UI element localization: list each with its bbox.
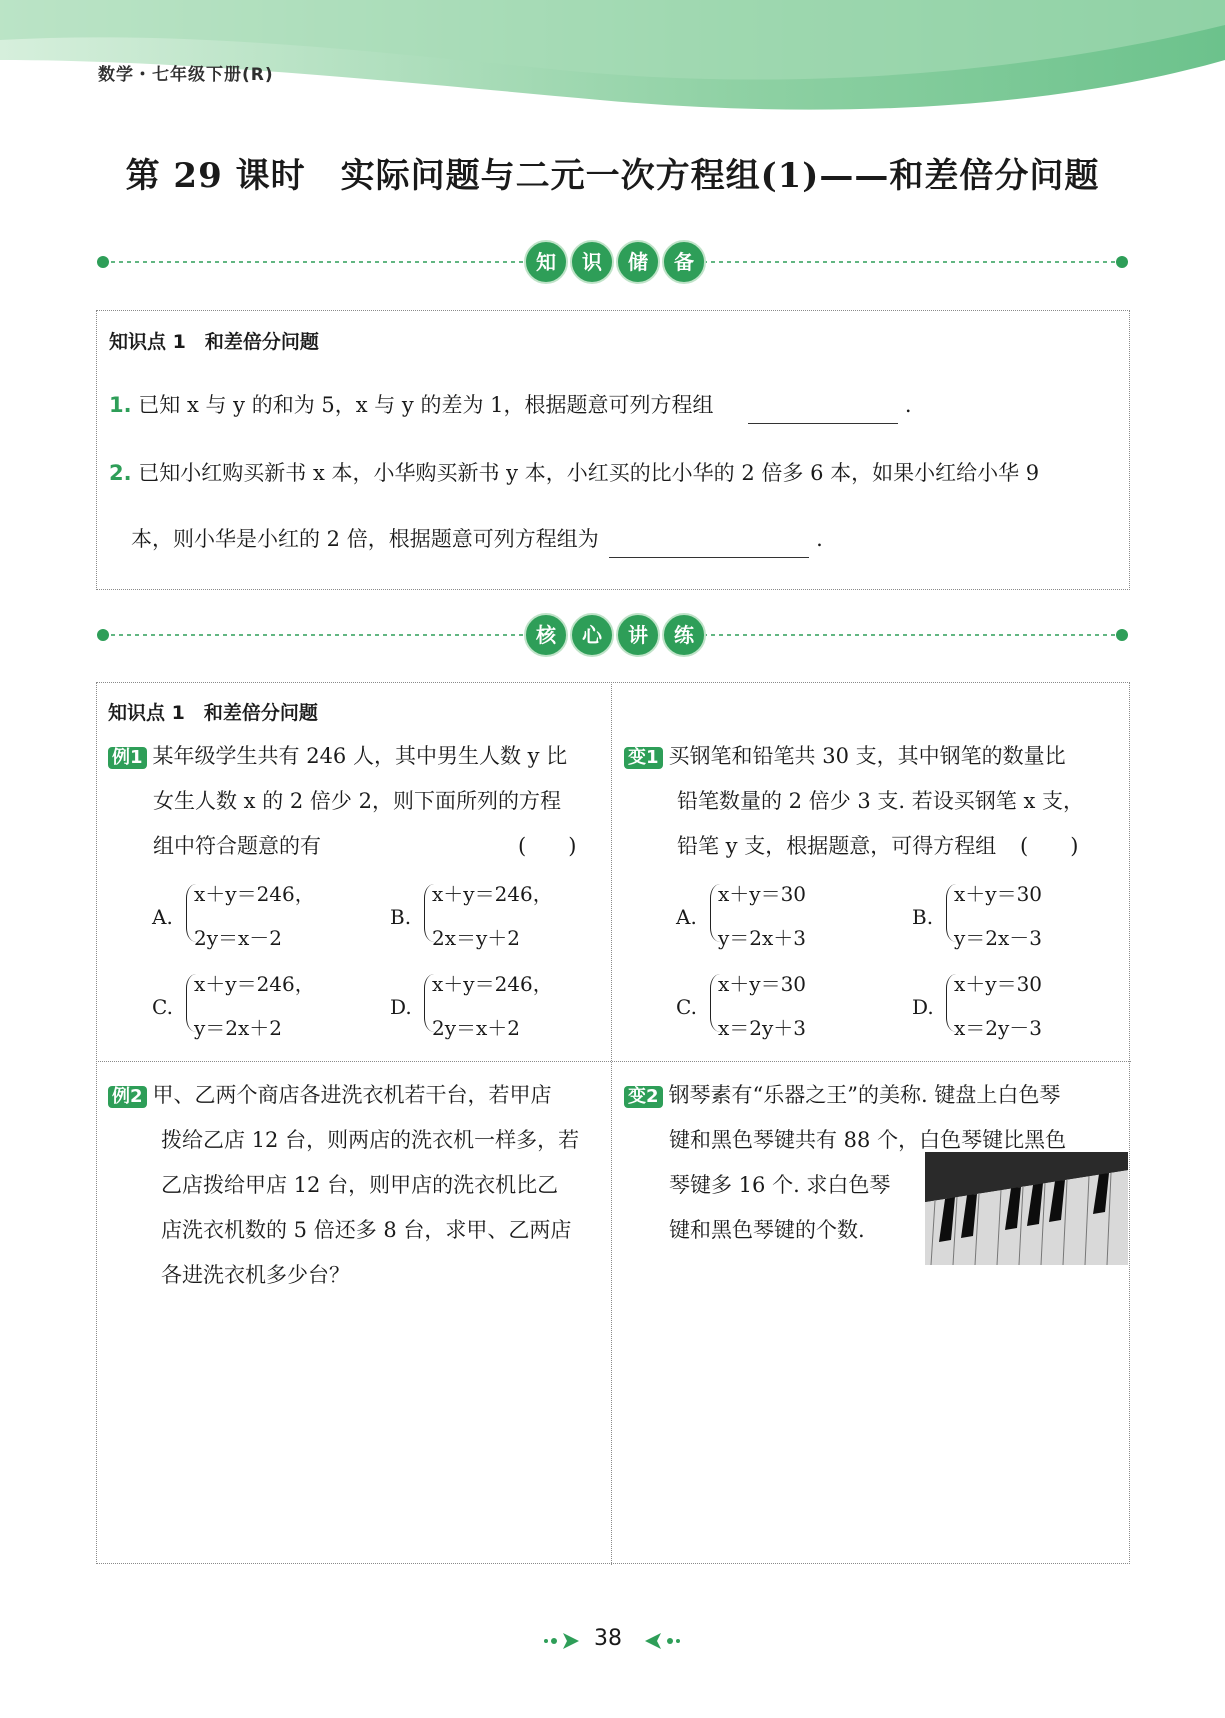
arrow-right-icon	[543, 1633, 583, 1649]
piano-keys-image	[925, 1152, 1128, 1265]
answer-parentheses[interactable]: ( )	[1020, 834, 1079, 858]
lesson-title: 第 29 课时 实际问题与二元一次方程组(1)——和差倍分问题	[125, 156, 1100, 196]
problem-line: 铅笔数量的 2 倍少 3 支. 若设买钢笔 x 支，	[677, 789, 1084, 813]
problem-text: 组中符合题意的有	[153, 834, 321, 858]
problem-line: 琴键多 16 个. 求白色琴	[669, 1173, 891, 1197]
equation: x＋y＝30	[954, 972, 1043, 996]
equation: x＝2y－3	[954, 1016, 1043, 1040]
equation: x＋y＝246，	[432, 882, 553, 906]
question-number: 1.	[109, 393, 132, 417]
variation-1-options	[676, 878, 1126, 1048]
equation: x＋y＝30	[718, 972, 807, 996]
option-label: B.	[390, 905, 412, 929]
problem-line: 女生人数 x 的 2 倍少 2，则下面所列的方程	[153, 789, 561, 813]
question-text: 已知 x 与 y 的和为 5，x 与 y 的差为 1，根据题意可列方程组	[138, 393, 714, 417]
problem-line: 各进洗衣机多少台？	[161, 1263, 350, 1287]
answer-parentheses[interactable]: ( )	[518, 834, 577, 858]
answer-blank[interactable]	[748, 383, 898, 424]
page-footer	[543, 1626, 683, 1656]
option-label: B.	[912, 905, 934, 929]
question-text: 已知小红购买新书 x 本，小华购买新书 y 本，小红买的比小华的 2 倍多 6 本，如果小红给小华 9	[138, 461, 1040, 485]
problem-line	[624, 1073, 1124, 1118]
knowledge-point-label: 知识点 1 和差倍分问题	[109, 331, 319, 353]
question-2-line-1	[109, 451, 1039, 495]
problem-text: 买钢笔和铅笔共 30 支，其中钢笔的数量比	[668, 744, 1066, 768]
badge-char: 核	[524, 613, 568, 657]
problem-text: 某年级学生共有 246 人，其中男生人数 y 比	[152, 744, 568, 768]
horizontal-divider	[96, 1061, 1131, 1062]
variation-1	[624, 734, 1124, 869]
answer-blank[interactable]	[609, 517, 809, 558]
question-end: .	[904, 393, 912, 417]
option-label: D.	[390, 995, 412, 1019]
badge-char: 储	[616, 240, 660, 284]
problem-line: 拨给乙店 12 台，则两店的洗衣机一样多，若	[161, 1128, 580, 1152]
equation: y＝2x＋2	[194, 1016, 283, 1040]
problem-line: 店洗衣机数的 5 倍还多 8 台，求甲、乙两店	[161, 1218, 572, 1242]
example-tag: 例2	[108, 1086, 147, 1108]
example-2	[108, 1073, 608, 1298]
option-label: C.	[152, 995, 173, 1019]
option-label: A.	[152, 905, 173, 929]
equation: 2y＝x＋2	[432, 1016, 521, 1040]
question-1	[109, 383, 912, 427]
example-1-options	[152, 878, 612, 1048]
badge-char: 知	[524, 240, 568, 284]
badge-char: 心	[570, 613, 614, 657]
variation-tag: 变1	[624, 747, 663, 769]
question-number: 2.	[109, 461, 132, 485]
equation: 2y＝x－2	[194, 926, 283, 950]
option-label: D.	[912, 995, 934, 1019]
question-2-line-2	[131, 517, 823, 561]
problem-line: 键和黑色琴键共有 88 个，白色琴键比黑色	[669, 1128, 1067, 1152]
option-label: A.	[676, 905, 697, 929]
badge-char: 练	[662, 613, 706, 657]
equation: x＋y＝246，	[194, 972, 315, 996]
equation: 2x＝y＋2	[432, 926, 521, 950]
arrow-left-icon	[641, 1633, 681, 1649]
knowledge-point-label: 知识点 1 和差倍分问题	[108, 702, 318, 724]
problem-line	[108, 734, 608, 779]
equation: y＝2x＋3	[718, 926, 807, 950]
option-label: C.	[676, 995, 697, 1019]
equation: y＝2x－3	[954, 926, 1043, 950]
badge-core-practice	[524, 613, 706, 657]
badge-char: 识	[570, 240, 614, 284]
problem-text: 铅笔 y 支，根据题意，可得方程组	[677, 834, 997, 858]
equation: x＋y＝30	[718, 882, 807, 906]
badge-char: 备	[662, 240, 706, 284]
problem-text: 甲、乙两个商店各进洗衣机若干台，若甲店	[152, 1083, 552, 1107]
problem-line	[108, 824, 608, 869]
equation: x＝2y＋3	[718, 1016, 807, 1040]
problem-line	[108, 1073, 608, 1118]
knowledge-box	[96, 310, 1130, 590]
problem-line: 乙店拨给甲店 12 台，则甲店的洗衣机比乙	[161, 1173, 559, 1197]
equation: x＋y＝246，	[194, 882, 315, 906]
question-end: .	[816, 527, 823, 551]
equation: x＋y＝246，	[432, 972, 553, 996]
question-text: 本，则小华是小红的 2 倍，根据题意可列方程组为	[131, 527, 599, 551]
problem-text: 钢琴素有“乐器之王”的美称. 键盘上白色琴	[668, 1083, 1061, 1107]
badge-knowledge	[524, 240, 706, 284]
vertical-divider	[611, 682, 612, 1565]
example-1	[108, 734, 608, 869]
variation-tag: 变2	[624, 1086, 663, 1108]
problem-line: 键和黑色琴键的个数.	[669, 1218, 865, 1242]
problem-line	[624, 824, 1124, 869]
page-number: 38	[594, 1626, 622, 1651]
book-subject-label: 数学・七年级下册(R)	[98, 65, 274, 85]
problem-line	[624, 734, 1124, 779]
equation: x＋y＝30	[954, 882, 1043, 906]
badge-char: 讲	[616, 613, 660, 657]
example-tag: 例1	[108, 747, 147, 769]
